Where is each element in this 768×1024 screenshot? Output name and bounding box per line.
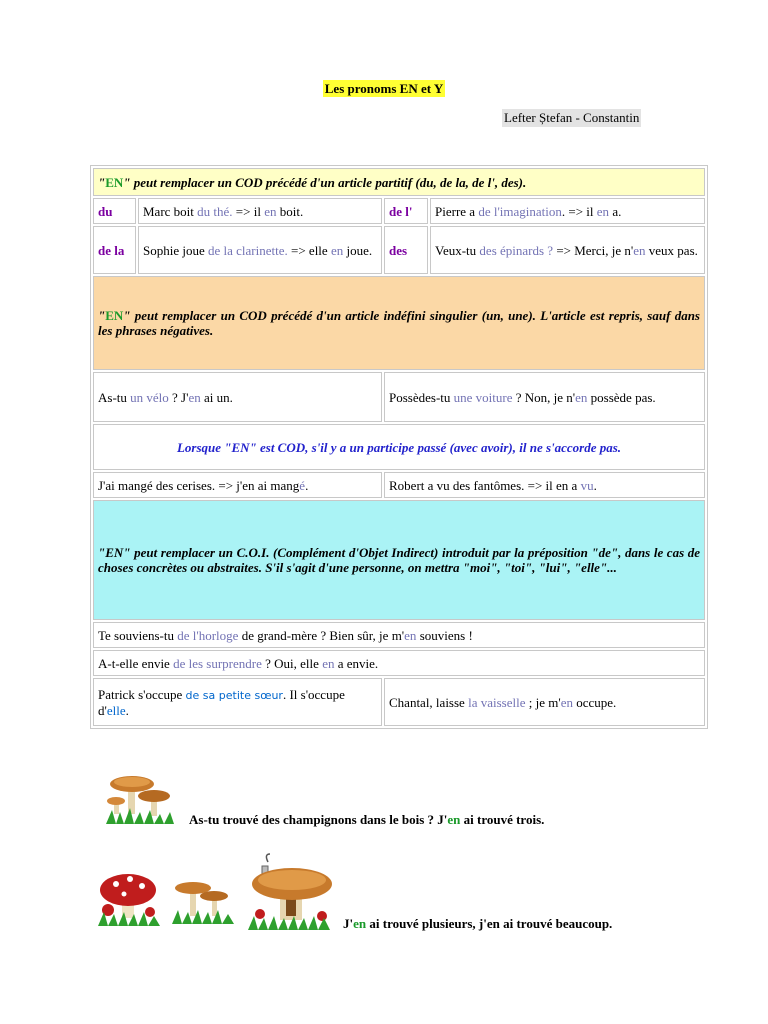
- example-cell: Sophie joue de la clarinette. => elle en joue.: [138, 226, 382, 274]
- participle-note: Lorsque "EN" est COD, s'il y a un participe passé (avec avoir), il ne s'accorde pas.: [93, 424, 705, 470]
- grammar-table: [90, 165, 708, 729]
- mushroom-house-icon: [248, 852, 334, 932]
- en-word: EN: [105, 308, 124, 323]
- mushroom-icon: [98, 866, 160, 928]
- table-row: [93, 472, 705, 498]
- section2-header: "EN" peut remplacer un COD précédé d'un article indéfini singulier (un, une). L'article est repris, sauf dans les phrases négatives.: [93, 276, 705, 370]
- author-name: Lefter Ștefan - Constantin: [504, 110, 640, 125]
- table-row: [93, 622, 705, 648]
- mushroom-icon: [106, 770, 186, 828]
- example-cell: Marc boit du thé. => il en boit.: [138, 198, 382, 224]
- example-cell: Patrick s'occupe de sa petite sœur. Il s'occupe d'elle.: [93, 678, 382, 726]
- article-label: du: [93, 198, 136, 224]
- table-row: [93, 198, 705, 224]
- table-row: [93, 678, 705, 726]
- bottom-sentence-1: As-tu trouvé des champignons dans le bois ? J'en ai trouvé trois.: [189, 812, 545, 827]
- en-word: EN: [105, 174, 124, 190]
- example-cell: Chantal, laisse la vaisselle ; je m'en occupe.: [384, 678, 705, 726]
- section4-header: "EN" peut remplacer un C.O.I. (Complément d'Objet Indirect) introduit par la préposition "de", dans le cas de choses concrètes ou abstraites. S'il s'agit d'une personne, on mettra "moi", "toi", "lui", "elle"...: [93, 500, 705, 620]
- article-label: de la: [93, 226, 136, 274]
- article-label: de l': [384, 198, 428, 224]
- table-row: [93, 372, 705, 422]
- document-title: Les pronoms EN et Y: [324, 81, 444, 96]
- section1-header: "EN" peut remplacer un COD précédé d'un article partitif (du, de la, de l', des).: [93, 168, 705, 196]
- table-row: [93, 226, 705, 274]
- table-row: [93, 650, 705, 676]
- example-cell: Te souviens-tu de l'horloge de grand-mère ? Bien sûr, je m'en souviens !: [93, 622, 705, 648]
- example-cell: J'ai mangé des cerises. => j'en ai mangé.: [93, 472, 382, 498]
- bottom-sentence-2: J'en ai trouvé plusieurs, j'en ai trouvé beaucoup.: [343, 916, 613, 931]
- example-cell: Veux-tu des épinards ? => Merci, je n'en veux pas.: [430, 226, 705, 274]
- example-cell: Robert a vu des fantômes. => il en a vu.: [384, 472, 705, 498]
- example-cell: Pierre a de l'imagination. => il en a.: [430, 198, 705, 224]
- mushroom-icon: [172, 876, 242, 926]
- example-cell: As-tu un vélo ? J'en ai un.: [93, 372, 382, 422]
- example-cell: Possèdes-tu une voiture ? Non, je n'en possède pas.: [384, 372, 705, 422]
- article-label: des: [384, 226, 428, 274]
- example-cell: A-t-elle envie de les surprendre ? Oui, elle en a envie.: [93, 650, 705, 676]
